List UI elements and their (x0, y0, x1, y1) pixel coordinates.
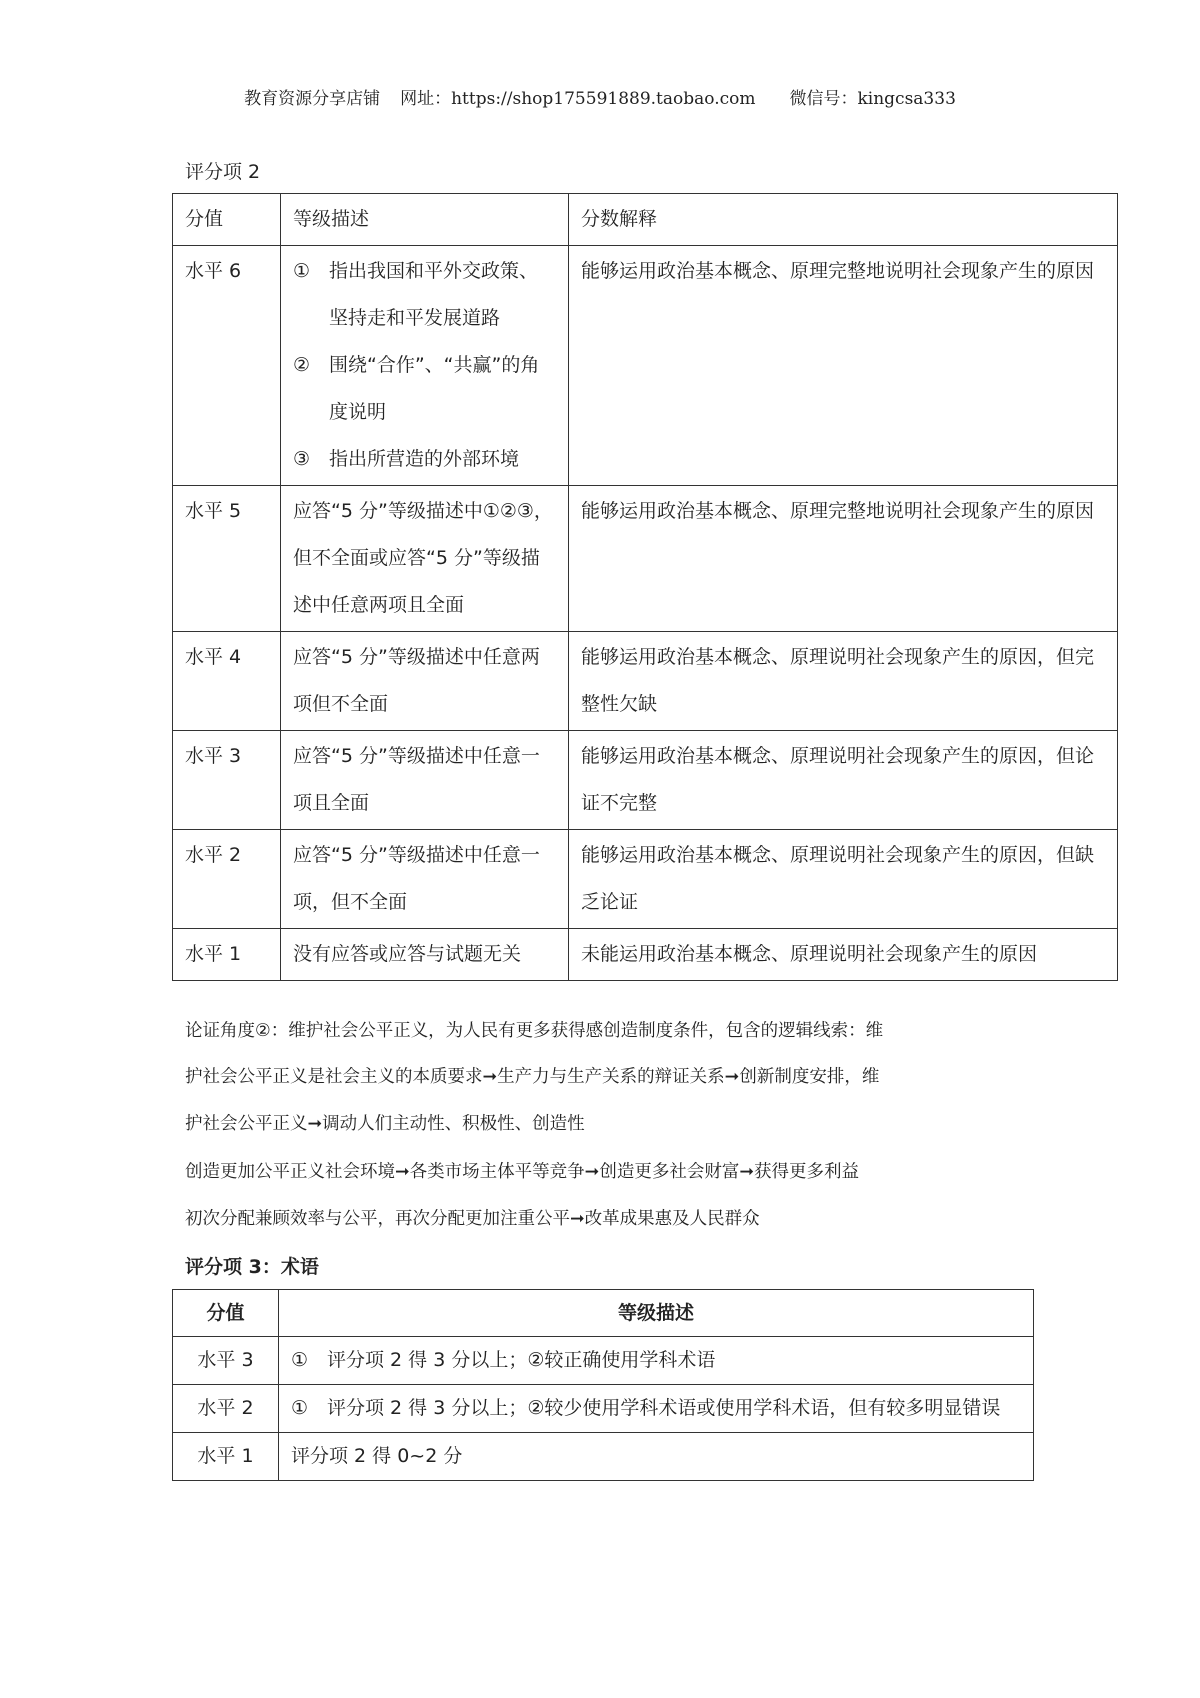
level-cell: 水平 4 (173, 632, 281, 731)
table-row (173, 1385, 1034, 1433)
table-row (173, 1433, 1034, 1481)
page-header (0, 84, 1200, 109)
list-item (291, 1337, 1021, 1384)
table-row (173, 632, 1118, 731)
table-row (173, 486, 1118, 632)
header-cell: 分数解释 (569, 194, 1118, 246)
item-number: ① (291, 1349, 309, 1371)
argument-line: 初次分配兼顾效率与公平，再次分配更加注重公平➞改革成果惠及人民群众 (185, 1209, 760, 1229)
item-number: ② (293, 354, 311, 376)
item-text: 评分项 2 得 3 分以上；②较少使用学科术语或使用学科术语，但有较多明显错误 (327, 1397, 1001, 1419)
level-cell: 水平 2 (173, 830, 281, 929)
level-cell: 水平 2 (173, 1385, 279, 1433)
argument-line: 创造更加公平正义社会环境➞各类市场主体平等竞争➞创造更多社会财富➞获得更多利益 (185, 1162, 859, 1182)
section2-title: 评分项 2 (185, 161, 261, 183)
argument-line: 护社会公平正义是社会主义的本质要求➞生产力与生产关系的辩证关系➞创新制度安排，维 (185, 1067, 880, 1087)
item-text: 围绕“合作”、“共赢”的角度说明 (329, 354, 540, 423)
explain-cell: 能够运用政治基本概念、原理完整地说明社会现象产生的原因 (569, 246, 1118, 486)
argument-line: 护社会公平正义➞调动人们主动性、积极性、创造性 (185, 1114, 585, 1134)
desc-cell (279, 1337, 1034, 1385)
level-cell: 水平 1 (173, 929, 281, 981)
desc-cell: 应答“5 分”等级描述中任意两项但不全面 (281, 632, 569, 731)
header-cell: 分值 (173, 194, 281, 246)
item-text: 评分项 2 得 3 分以上；②较正确使用学科术语 (327, 1349, 716, 1371)
desc-cell (279, 1385, 1034, 1433)
table-row (173, 246, 1118, 486)
list-item (293, 436, 556, 483)
section3-title: 评分项 3：术语 (185, 1256, 319, 1278)
explain-cell: 能够运用政治基本概念、原理完整地说明社会现象产生的原因 (569, 486, 1118, 632)
list-item (293, 342, 556, 436)
shop-name: 教育资源分享店铺 (244, 89, 381, 109)
header-cell: 等级描述 (279, 1290, 1034, 1337)
item-number: ① (291, 1397, 309, 1419)
desc-cell (281, 246, 569, 486)
header-cell: 分值 (173, 1290, 279, 1337)
desc-cell: 应答“5 分”等级描述中任意一项且全面 (281, 731, 569, 830)
wechat-id: 微信号：kingcsa333 (789, 89, 956, 109)
explain-cell: 能够运用政治基本概念、原理说明社会现象产生的原因，但完整性欠缺 (569, 632, 1118, 731)
desc-cell: 没有应答或应答与试题无关 (281, 929, 569, 981)
level-cell: 水平 3 (173, 1337, 279, 1385)
explain-cell: 未能运用政治基本概念、原理说明社会现象产生的原因 (569, 929, 1118, 981)
list-item (291, 1385, 1021, 1432)
table-row (173, 929, 1118, 981)
table-header-row (173, 194, 1118, 246)
item-text: 指出我国和平外交政策、坚持走和平发展道路 (329, 260, 539, 329)
table-header-row (173, 1290, 1034, 1337)
list-item (293, 248, 556, 342)
level-cell: 水平 3 (173, 731, 281, 830)
shop-url: 网址：https://shop175591889.taobao.com (400, 89, 756, 109)
scoring-table-3 (172, 1289, 1034, 1481)
desc-cell: 应答“5 分”等级描述中任意一项，但不全面 (281, 830, 569, 929)
header-cell: 等级描述 (281, 194, 569, 246)
level-cell: 水平 5 (173, 486, 281, 632)
level-cell: 水平 1 (173, 1433, 279, 1481)
item-number: ① (293, 260, 311, 282)
table-row (173, 1337, 1034, 1385)
explain-cell: 能够运用政治基本概念、原理说明社会现象产生的原因，但缺乏论证 (569, 830, 1118, 929)
item-text: 指出所营造的外部环境 (329, 448, 520, 470)
item-number: ③ (293, 448, 311, 470)
explain-cell: 能够运用政治基本概念、原理说明社会现象产生的原因，但论证不完整 (569, 731, 1118, 830)
argument-line: 论证角度②：维护社会公平正义，为人民有更多获得感创造制度条件，包含的逻辑线索：维 (185, 1021, 884, 1041)
table-row (173, 830, 1118, 929)
desc-cell: 评分项 2 得 0~2 分 (279, 1433, 1034, 1481)
desc-cell: 应答“5 分”等级描述中①②③，但不全面或应答“5 分”等级描述中任意两项且全面 (281, 486, 569, 632)
level-cell: 水平 6 (173, 246, 281, 486)
table-row (173, 731, 1118, 830)
scoring-table-2 (172, 193, 1118, 981)
